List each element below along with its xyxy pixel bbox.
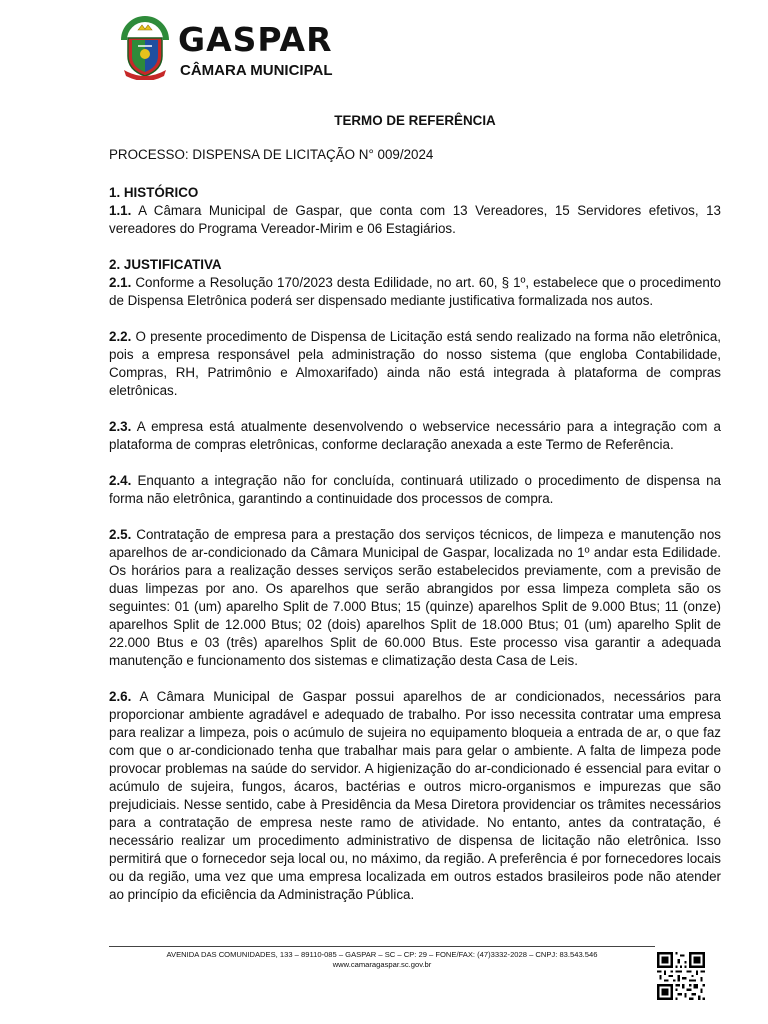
letterhead	[118, 16, 438, 82]
footer-website: www.camaragaspar.sc.gov.br	[332, 960, 432, 969]
paragraph-text: A empresa está atualmente desenvolvendo o webservice necessário para a integração com a plataforma de compras eletrônicas, conforme declaração anexada a este Termo de Referência.	[109, 419, 721, 452]
document-title: TERMO DE REFERÊNCIA	[334, 113, 496, 128]
process-number: PROCESSO: DISPENSA DE LICITAÇÃO N° 009/2024	[109, 147, 434, 162]
paragraph-2-5	[109, 526, 721, 670]
footer-divider	[109, 946, 655, 947]
paragraph-1-1	[109, 202, 721, 238]
section-heading-justificativa: 2. JUSTIFICATIVA	[109, 257, 222, 272]
brand-name: GASPAR	[178, 20, 333, 59]
paragraph-number: 2.1.	[109, 275, 132, 290]
paragraph-2-4	[109, 472, 721, 508]
paragraph-2-6	[109, 688, 721, 904]
paragraph-number: 2.3.	[109, 419, 132, 434]
paragraph-2-1	[109, 274, 721, 310]
paragraph-text: O presente procedimento de Dispensa de Licitação está sendo realizado na forma não eletrônica, pois a empresa responsável pela administração do nosso sistema (que engloba Contabilidade, Compras, RH, Patrimônio e Almoxarifado) ainda não está integrada à plataforma de compras eletrônicas.	[109, 329, 721, 398]
paragraph-2-3	[109, 418, 721, 454]
municipal-crest-icon	[118, 16, 172, 80]
paragraph-number: 2.2.	[109, 329, 132, 344]
paragraph-number: 2.4.	[109, 473, 132, 488]
paragraph-text: A Câmara Municipal de Gaspar possui aparelhos de ar condicionados, necessários para proporcionar ambiente agradável e adequado de trabalho. Por isso necessita contratar uma empresa para realizar a limpeza, pois o acúmulo de sujeira no equipamento bloqueia a entrada de ar, o que faz com que o ar-condicionado tenha que trabalhar mais para gelar o ambiente. A falta de limpeza pode provocar problemas na saúde do servidor. A higienização do ar-condicionado é essencial para evitar o acúmulo de sujeira, fungos, ácaros, bactérias e outros micro-organismos e impurezas que são prejudiciais. Nesse sentido, cabe à Presidência da Mesa Diretora providenciar os trâmites necessários para a contratação de empresa neste ramo de atividade. No entanto, antes da contratação, é necessário realizar um procedimento administrativo de dispensa de licitação não eletrônica. Isso permitirá que o fornecedor seja local ou, no máximo, da região. A preferência é por fornecedores locais ou da região, uma vez que uma empresa localizada em outros estados brasileiros pode não atender ao princípio da eficiência da Administração Pública.	[109, 689, 721, 902]
paragraph-text: Enquanto a integração não for concluída, continuará utilizado o procedimento de dispensa na forma não eletrônica, garantindo a continuidade dos processos de compra.	[109, 473, 721, 506]
brand-subtitle: CÂMARA MUNICIPAL	[180, 62, 333, 79]
footer-address: AVENIDA DAS COMUNIDADES, 133 – 89110-085 – GASPAR – SC – CP: 29 – FONE/FAX: (47)3332-2028 – CNPJ: 83.543.546	[166, 950, 598, 959]
paragraph-number: 2.6.	[109, 689, 132, 704]
paragraph-text: Conforme a Resolução 170/2023 desta Edilidade, no art. 60, § 1º, estabelece que o procedimento de Dispensa Eletrônica poderá ser dispensado mediante justificativa formalizada nos autos.	[109, 275, 721, 308]
paragraph-text: A Câmara Municipal de Gaspar, que conta com 13 Vereadores, 15 Servidores efetivos, 13 vereadores do Programa Vereador-Mirim e 06 Estagiários.	[109, 203, 721, 236]
paragraph-number: 1.1.	[109, 203, 132, 218]
qr-code-icon	[657, 952, 705, 1000]
paragraph-text: Contratação de empresa para a prestação dos serviços técnicos, de limpeza e manutenção nos aparelhos de ar-condicionado da Câmara Municipal de Gaspar, localizada no 1º andar esta Edilidade. Os horários para a realização desses serviços serão estabelecidos previamente, com a previsão de duas limpezas por ano. Os aparelhos que serão abrangidos por essa limpeza completa são os seguintes: 01 (um) aparelho Split de 7.000 Btus; 15 (quinze) aparelhos Split de 9.000 Btus; 11 (onze) aparelhos Split de 12.000 Btus; 02 (dois) aparelhos Split de 18.000 Btus; 01 (um) aparelho Split de 22.000 Btus e 03 (três) aparelhos Split de 60.000 Btus. Este processo visa garantir a adequada manutenção e funcionamento dos sistemas e climatização desta Casa de Leis.	[109, 527, 721, 668]
paragraph-2-2	[109, 328, 721, 400]
paragraph-number: 2.5.	[109, 527, 132, 542]
section-heading-historico: 1. HISTÓRICO	[109, 185, 199, 200]
document-body	[109, 112, 721, 904]
